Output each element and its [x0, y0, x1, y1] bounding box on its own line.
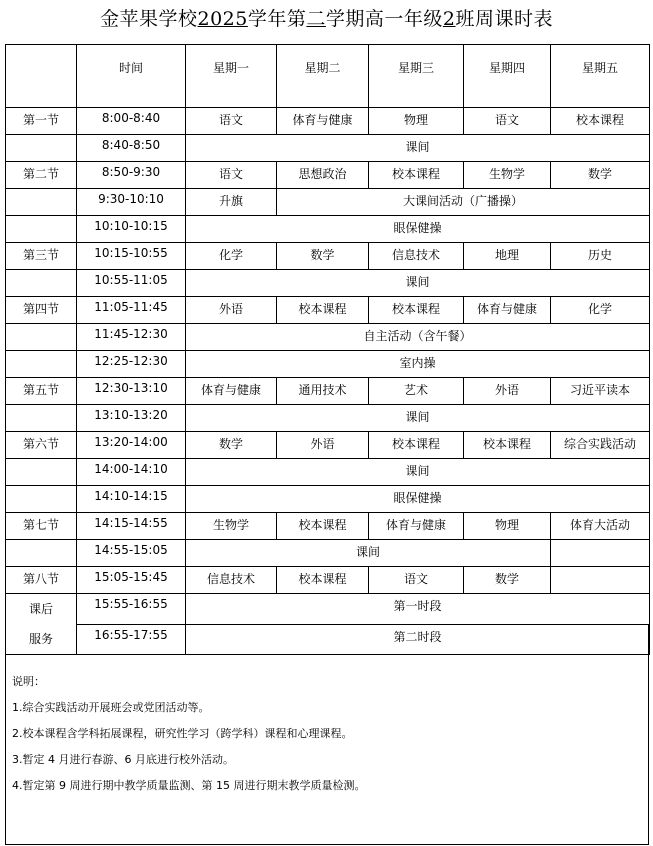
subject-cell: 室内操	[186, 351, 650, 378]
table-row	[6, 540, 650, 567]
subject-cell: 校本课程	[369, 162, 464, 189]
subject-cell: 体育与健康	[277, 108, 369, 135]
table-row	[6, 324, 650, 351]
table-row	[6, 135, 650, 162]
period-cell	[6, 486, 77, 513]
subject-cell: 物理	[464, 513, 551, 540]
period-cell: 第三节	[6, 243, 77, 270]
table-row	[6, 297, 650, 324]
time-cell: 11:05-11:45	[77, 297, 186, 324]
time-cell: 15:55-16:55	[77, 594, 186, 625]
slot-cell: 第二时段	[186, 624, 650, 655]
time-cell: 11:45-12:30	[77, 324, 186, 351]
header-day: 星期二	[277, 45, 369, 108]
table-row	[6, 459, 650, 486]
label-line: 课后	[28, 602, 53, 616]
subject-cell: 校本课程	[277, 567, 369, 594]
time-cell: 14:55-15:05	[77, 540, 186, 567]
subject-cell: 外语	[464, 378, 551, 405]
period-cell	[6, 270, 77, 297]
subject-cell: 语文	[186, 162, 277, 189]
table-row	[6, 432, 650, 459]
page-title: 金苹果学校2025学年第二学期高一年级2班周课时表	[99, 8, 554, 30]
subject-cell: 习近平读本	[551, 378, 650, 405]
header-day: 星期一	[186, 45, 277, 108]
time-cell: 12:30-13:10	[77, 378, 186, 405]
time-cell: 12:25-12:30	[77, 351, 186, 378]
subject-cell: 课间	[186, 405, 650, 432]
table-row	[6, 243, 650, 270]
time-cell: 8:40-8:50	[77, 135, 186, 162]
subject-cell: 体育与健康	[186, 378, 277, 405]
subject-cell: 校本课程	[277, 297, 369, 324]
subject-cell: 课间	[186, 270, 650, 297]
table-row	[6, 108, 650, 135]
time-cell: 13:20-14:00	[77, 432, 186, 459]
subject-cell: 语文	[186, 108, 277, 135]
table-row	[6, 189, 650, 216]
table-row	[6, 513, 650, 540]
subject-cell: 体育与健康	[464, 297, 551, 324]
header-day: 星期五	[551, 45, 650, 108]
period-cell	[6, 351, 77, 378]
period-cell	[6, 540, 77, 567]
note-item: 3.暂定 4 月进行春游、6 月底进行校外活动。	[12, 753, 234, 766]
table-row	[6, 486, 650, 513]
subject-cell: 体育大活动	[551, 513, 650, 540]
subject-cell: 化学	[186, 243, 277, 270]
subject-cell: 信息技术	[369, 243, 464, 270]
table-row	[6, 270, 650, 297]
period-cell: 第五节	[6, 378, 77, 405]
subject-cell: 校本课程	[464, 432, 551, 459]
period-cell	[6, 216, 77, 243]
subject-cell: 课间	[186, 459, 650, 486]
subject-cell: 信息技术	[186, 567, 277, 594]
subject-cell: 语文	[464, 108, 551, 135]
subject-cell: 数学	[186, 432, 277, 459]
time-cell: 8:00-8:40	[77, 108, 186, 135]
time-cell: 16:55-17:55	[77, 624, 186, 655]
after-school-row	[6, 594, 650, 625]
subject-cell: 物理	[369, 108, 464, 135]
subject-cell: 外语	[186, 297, 277, 324]
period-cell	[6, 189, 77, 216]
subject-cell: 数学	[551, 162, 650, 189]
subject-cell: 校本课程	[369, 432, 464, 459]
period-cell	[6, 324, 77, 351]
note-item: 2.校本课程含学科拓展课程，研究性学习（跨学科）课程和心理课程。	[12, 727, 353, 740]
period-cell	[6, 405, 77, 432]
subject-cell: 数学	[464, 567, 551, 594]
header-day: 星期三	[369, 45, 464, 108]
time-cell: 14:00-14:10	[77, 459, 186, 486]
subject-cell: 校本课程	[551, 108, 650, 135]
table-row	[6, 567, 650, 594]
notes-section	[5, 625, 649, 845]
time-cell: 15:05-15:45	[77, 567, 186, 594]
time-cell: 10:55-11:05	[77, 270, 186, 297]
table-row	[6, 378, 650, 405]
subject-cell: 语文	[369, 567, 464, 594]
header-row	[6, 45, 650, 108]
header-period	[6, 45, 77, 108]
header-day: 星期四	[464, 45, 551, 108]
subject-cell: 大课间活动（广播操）	[277, 189, 650, 216]
subject-cell: 外语	[277, 432, 369, 459]
subject-cell: 眼保健操	[186, 216, 650, 243]
subject-cell: 思想政治	[277, 162, 369, 189]
period-cell: 第八节	[6, 567, 77, 594]
table-row	[6, 216, 650, 243]
subject-cell: 生物学	[186, 513, 277, 540]
period-cell: 第七节	[6, 513, 77, 540]
time-cell: 13:10-13:20	[77, 405, 186, 432]
subject-cell: 通用技术	[277, 378, 369, 405]
table-row	[6, 405, 650, 432]
notes-heading: 说明：	[12, 675, 45, 688]
period-cell: 第四节	[6, 297, 77, 324]
subject-cell: 体育与健康	[369, 513, 464, 540]
table-row	[6, 162, 650, 189]
subject-cell: 升旗	[186, 189, 277, 216]
period-cell: 第六节	[6, 432, 77, 459]
subject-cell: 校本课程	[277, 513, 369, 540]
label-line: 服务	[28, 632, 53, 646]
table-row	[6, 351, 650, 378]
time-cell: 14:10-14:15	[77, 486, 186, 513]
time-cell: 10:15-10:55	[77, 243, 186, 270]
note-item: 4.暂定第 9 周进行期中教学质量监测、第 15 周进行期末教学质量检测。	[12, 779, 366, 792]
subject-cell: 校本课程	[369, 297, 464, 324]
timetable	[5, 44, 650, 655]
subject-cell: 艺术	[369, 378, 464, 405]
note-item: 1.综合实践活动开展班会或党团活动等。	[12, 701, 210, 714]
subject-cell: 综合实践活动	[551, 432, 650, 459]
subject-cell: 眼保健操	[186, 486, 650, 513]
subject-cell	[551, 567, 650, 594]
header-time: 时间	[77, 45, 186, 108]
subject-cell: 化学	[551, 297, 650, 324]
subject-cell: 生物学	[464, 162, 551, 189]
time-cell: 10:10-10:15	[77, 216, 186, 243]
subject-cell	[551, 540, 650, 567]
time-cell: 14:15-14:55	[77, 513, 186, 540]
period-cell: 第二节	[6, 162, 77, 189]
subject-cell: 数学	[277, 243, 369, 270]
subject-cell: 自主活动（含午餐）	[186, 324, 650, 351]
period-cell	[6, 135, 77, 162]
subject-cell: 历史	[551, 243, 650, 270]
period-cell	[6, 459, 77, 486]
subject-cell: 地理	[464, 243, 551, 270]
slot-cell: 第一时段	[186, 594, 650, 625]
period-cell: 第一节	[6, 108, 77, 135]
subject-cell: 课间	[186, 540, 551, 567]
subject-cell: 课间	[186, 135, 650, 162]
time-cell: 8:50-9:30	[77, 162, 186, 189]
time-cell: 9:30-10:10	[77, 189, 186, 216]
